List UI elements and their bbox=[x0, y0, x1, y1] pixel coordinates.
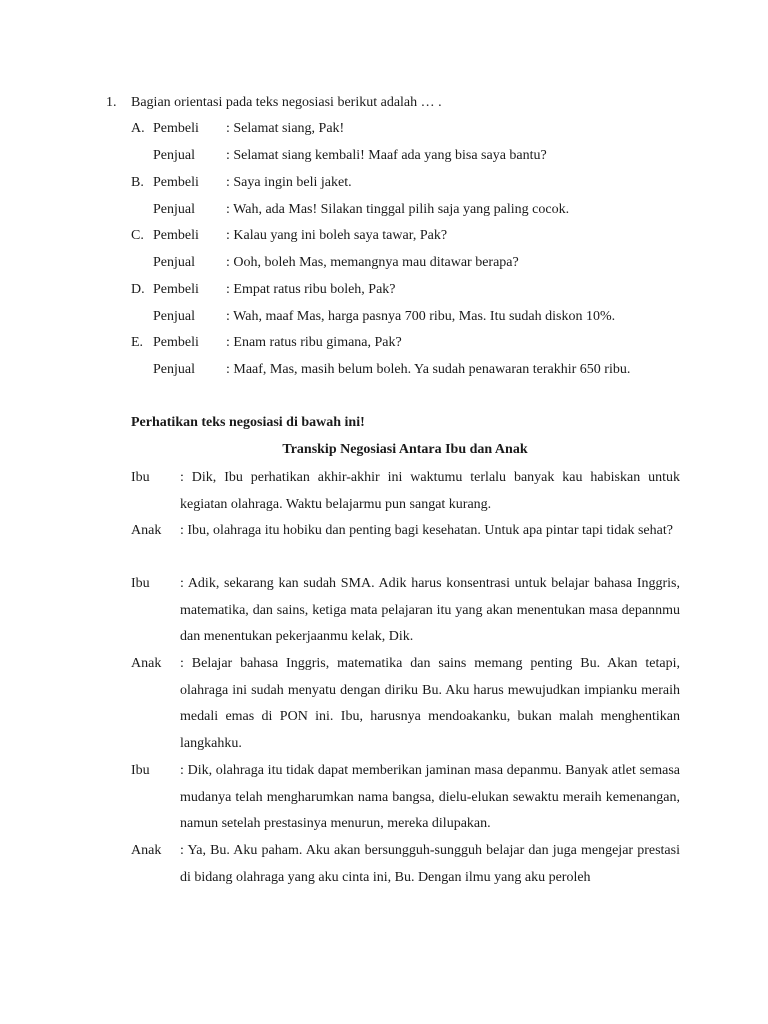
option-speaker: Pembeli bbox=[153, 335, 199, 350]
turn-speaker: Ibu bbox=[131, 576, 150, 591]
option-letter: A. bbox=[131, 121, 145, 136]
option-speaker: Penjual bbox=[153, 362, 195, 377]
question-text: Bagian orientasi pada teks negosiasi berikut adalah … . bbox=[131, 95, 442, 110]
option-speaker: Pembeli bbox=[153, 121, 199, 136]
option-text: : Enam ratus ribu gimana, Pak? bbox=[226, 335, 402, 350]
turn-speaker: Anak bbox=[131, 523, 162, 538]
turn-text: : Ya, Bu. Aku paham. Aku akan bersungguh-sungguh belajar dan juga mengejar prestasi di bidang olahraga yang aku cinta ini, Bu. Dengan ilmu yang aku peroleh bbox=[180, 843, 680, 885]
option-letter: C. bbox=[131, 228, 144, 243]
turn-text: : Adik, sekarang kan sudah SMA. Adik harus konsentrasi untuk belajar bahasa Inggris, matematika, dan sains, ketiga mata pelajaran itu yang akan menentukan masa depannmu dan menentukan pekerjaanmu kelak, Dik. bbox=[180, 576, 680, 645]
option-text: : Wah, maaf Mas, harga pasnya 700 ribu, Mas. Itu sudah diskon 10%. bbox=[226, 309, 616, 324]
option-speaker: Pembeli bbox=[153, 282, 199, 297]
turn-speaker: Anak bbox=[131, 656, 162, 671]
turn-text: : Dik, Ibu perhatikan akhir-akhir ini waktumu terlalu banyak kau habiskan untuk kegiatan olahraga. Waktu belajarmu pun sangat kurang. bbox=[180, 470, 680, 512]
turn-text: : Dik, olahraga itu tidak dapat memberikan jaminan masa depanmu. Banyak atlet semasa mudanya telah mengharumkan nama bangsa, dielu-elukan sewaktu meraih kemenangan, namun setelah prestasinya menurun, mereka dilupakan. bbox=[180, 763, 680, 832]
option-speaker: Penjual bbox=[153, 202, 195, 217]
option-letter: E. bbox=[131, 335, 144, 350]
option-text: : Saya ingin beli jaket. bbox=[226, 175, 352, 190]
turn-speaker: Ibu bbox=[131, 763, 150, 778]
option-speaker: Penjual bbox=[153, 309, 195, 324]
option-speaker: Pembeli bbox=[153, 175, 199, 190]
turn-text: : Ibu, olahraga itu hobiku dan penting bagi kesehatan. Untuk apa pintar tapi tidak sehat? bbox=[180, 523, 673, 538]
question-number: 1. bbox=[106, 95, 117, 110]
turn-speaker: Anak bbox=[131, 843, 162, 858]
option-speaker: Pembeli bbox=[153, 228, 199, 243]
option-letter: D. bbox=[131, 282, 145, 297]
turn-text: : Belajar bahasa Inggris, matematika dan sains memang penting Bu. Akan tetapi, olahraga ini sudah menyatu dengan diriku Bu. Aku harus mewujudkan impianku meraih medali emas di PON ini. Ibu, harusnya mendoakanku, bukan malah menghentikan langkahku. bbox=[180, 656, 680, 752]
option-letter: B. bbox=[131, 175, 144, 190]
option-text: : Wah, ada Mas! Silakan tinggal pilih saja yang paling cocok. bbox=[226, 202, 570, 217]
option-text: : Selamat siang kembali! Maaf ada yang bisa saya bantu? bbox=[226, 148, 547, 163]
option-speaker: Penjual bbox=[153, 148, 195, 163]
option-text: : Empat ratus ribu boleh, Pak? bbox=[226, 282, 396, 297]
option-text: : Kalau yang ini boleh saya tawar, Pak? bbox=[226, 228, 448, 243]
option-text: : Ooh, boleh Mas, memangnya mau ditawar berapa? bbox=[226, 255, 519, 270]
turn-speaker: Ibu bbox=[131, 470, 150, 485]
option-text: : Selamat siang, Pak! bbox=[226, 121, 345, 136]
instruction-heading: Perhatikan teks negosiasi di bawah ini! bbox=[131, 415, 365, 430]
transcript-title: Transkip Negosiasi Antara Ibu dan Anak bbox=[282, 442, 528, 457]
option-speaker: Penjual bbox=[153, 255, 195, 270]
option-text: : Maaf, Mas, masih belum boleh. Ya sudah penawaran terakhir 650 ribu. bbox=[226, 362, 631, 377]
